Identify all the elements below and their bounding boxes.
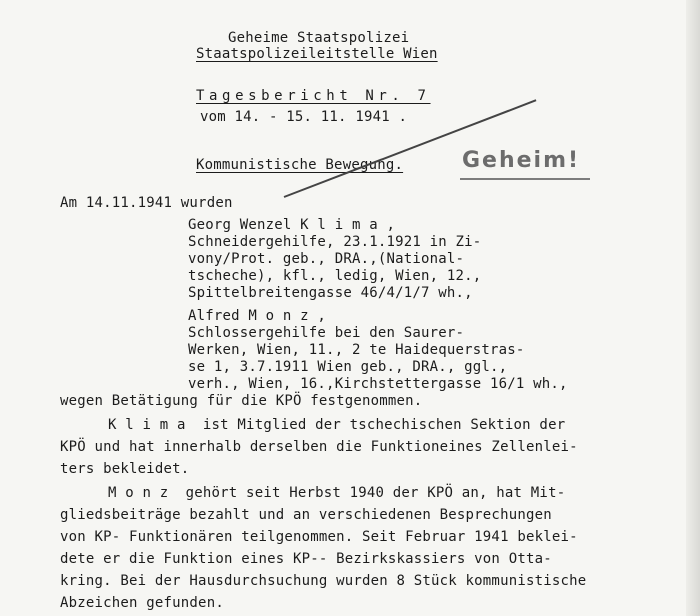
body-line: Spittelbreitengasse 46/4/1/7 wh.,: [188, 285, 473, 301]
body-line: Am 14.11.1941 wurden: [60, 195, 233, 211]
body-line: Abzeichen gefunden.: [60, 595, 224, 611]
body-line: verh., Wien, 16.,Kirchstettergasse 16/1 wh.,: [188, 376, 568, 392]
stamp-underline: [460, 178, 590, 180]
body-line: ters bekleidet.: [60, 461, 190, 477]
section-heading: Kommunistische Bewegung.: [196, 157, 404, 173]
body-line: K l i m a ist Mitglied der tschechischen Sektion der: [108, 417, 566, 433]
body-line: von KP- Funktionären teilgenommen. Seit Februar 1941 beklei-: [60, 529, 578, 545]
report-title: Tagesbericht Nr. 7: [196, 88, 431, 104]
body-line: Werken, Wien, 11., 2 te Haidequerstras-: [188, 342, 525, 358]
body-line: wegen Betätigung für die KPÖ festgenommen.: [60, 393, 423, 409]
body-line: vony/Prot. geb., DRA.,(National-: [188, 251, 465, 267]
body-line: Schneidergehilfe, 23.1.1921 in Zi-: [188, 234, 482, 250]
body-line: M o n z gehört seit Herbst 1940 der KPÖ an, hat Mit-: [108, 485, 566, 501]
body-line: kring. Bei der Hausdurchsuchung wurden 8 Stück kommunistische: [60, 573, 587, 589]
body-line: Alfred M o n z ,: [188, 308, 327, 324]
report-date-range: vom 14. - 15. 11. 1941 .: [200, 109, 408, 125]
body-line: tscheche), kfl., ledig, Wien, 12.,: [188, 268, 482, 284]
secret-stamp: Geheim!: [462, 148, 581, 173]
body-line: dete er die Funktion eines KP-- Bezirkskassiers von Otta-: [60, 551, 552, 567]
body-line: Georg Wenzel K l i m a ,: [188, 217, 396, 233]
agency-name: Geheime Staatspolizei: [228, 30, 410, 46]
page-edge-shadow: [686, 0, 700, 616]
body-line: KPÖ und hat innerhalb derselben die Funktioneines Zellenlei-: [60, 439, 578, 455]
body-line: gliedsbeiträge bezahlt und an verschiedenen Besprechungen: [60, 507, 552, 523]
office-name: Staatspolizeileitstelle Wien: [196, 46, 438, 62]
body-line: Schlossergehilfe bei den Saurer-: [188, 325, 465, 341]
body-line: se 1, 3.7.1911 Wien geb., DRA., ggl.,: [188, 359, 508, 375]
